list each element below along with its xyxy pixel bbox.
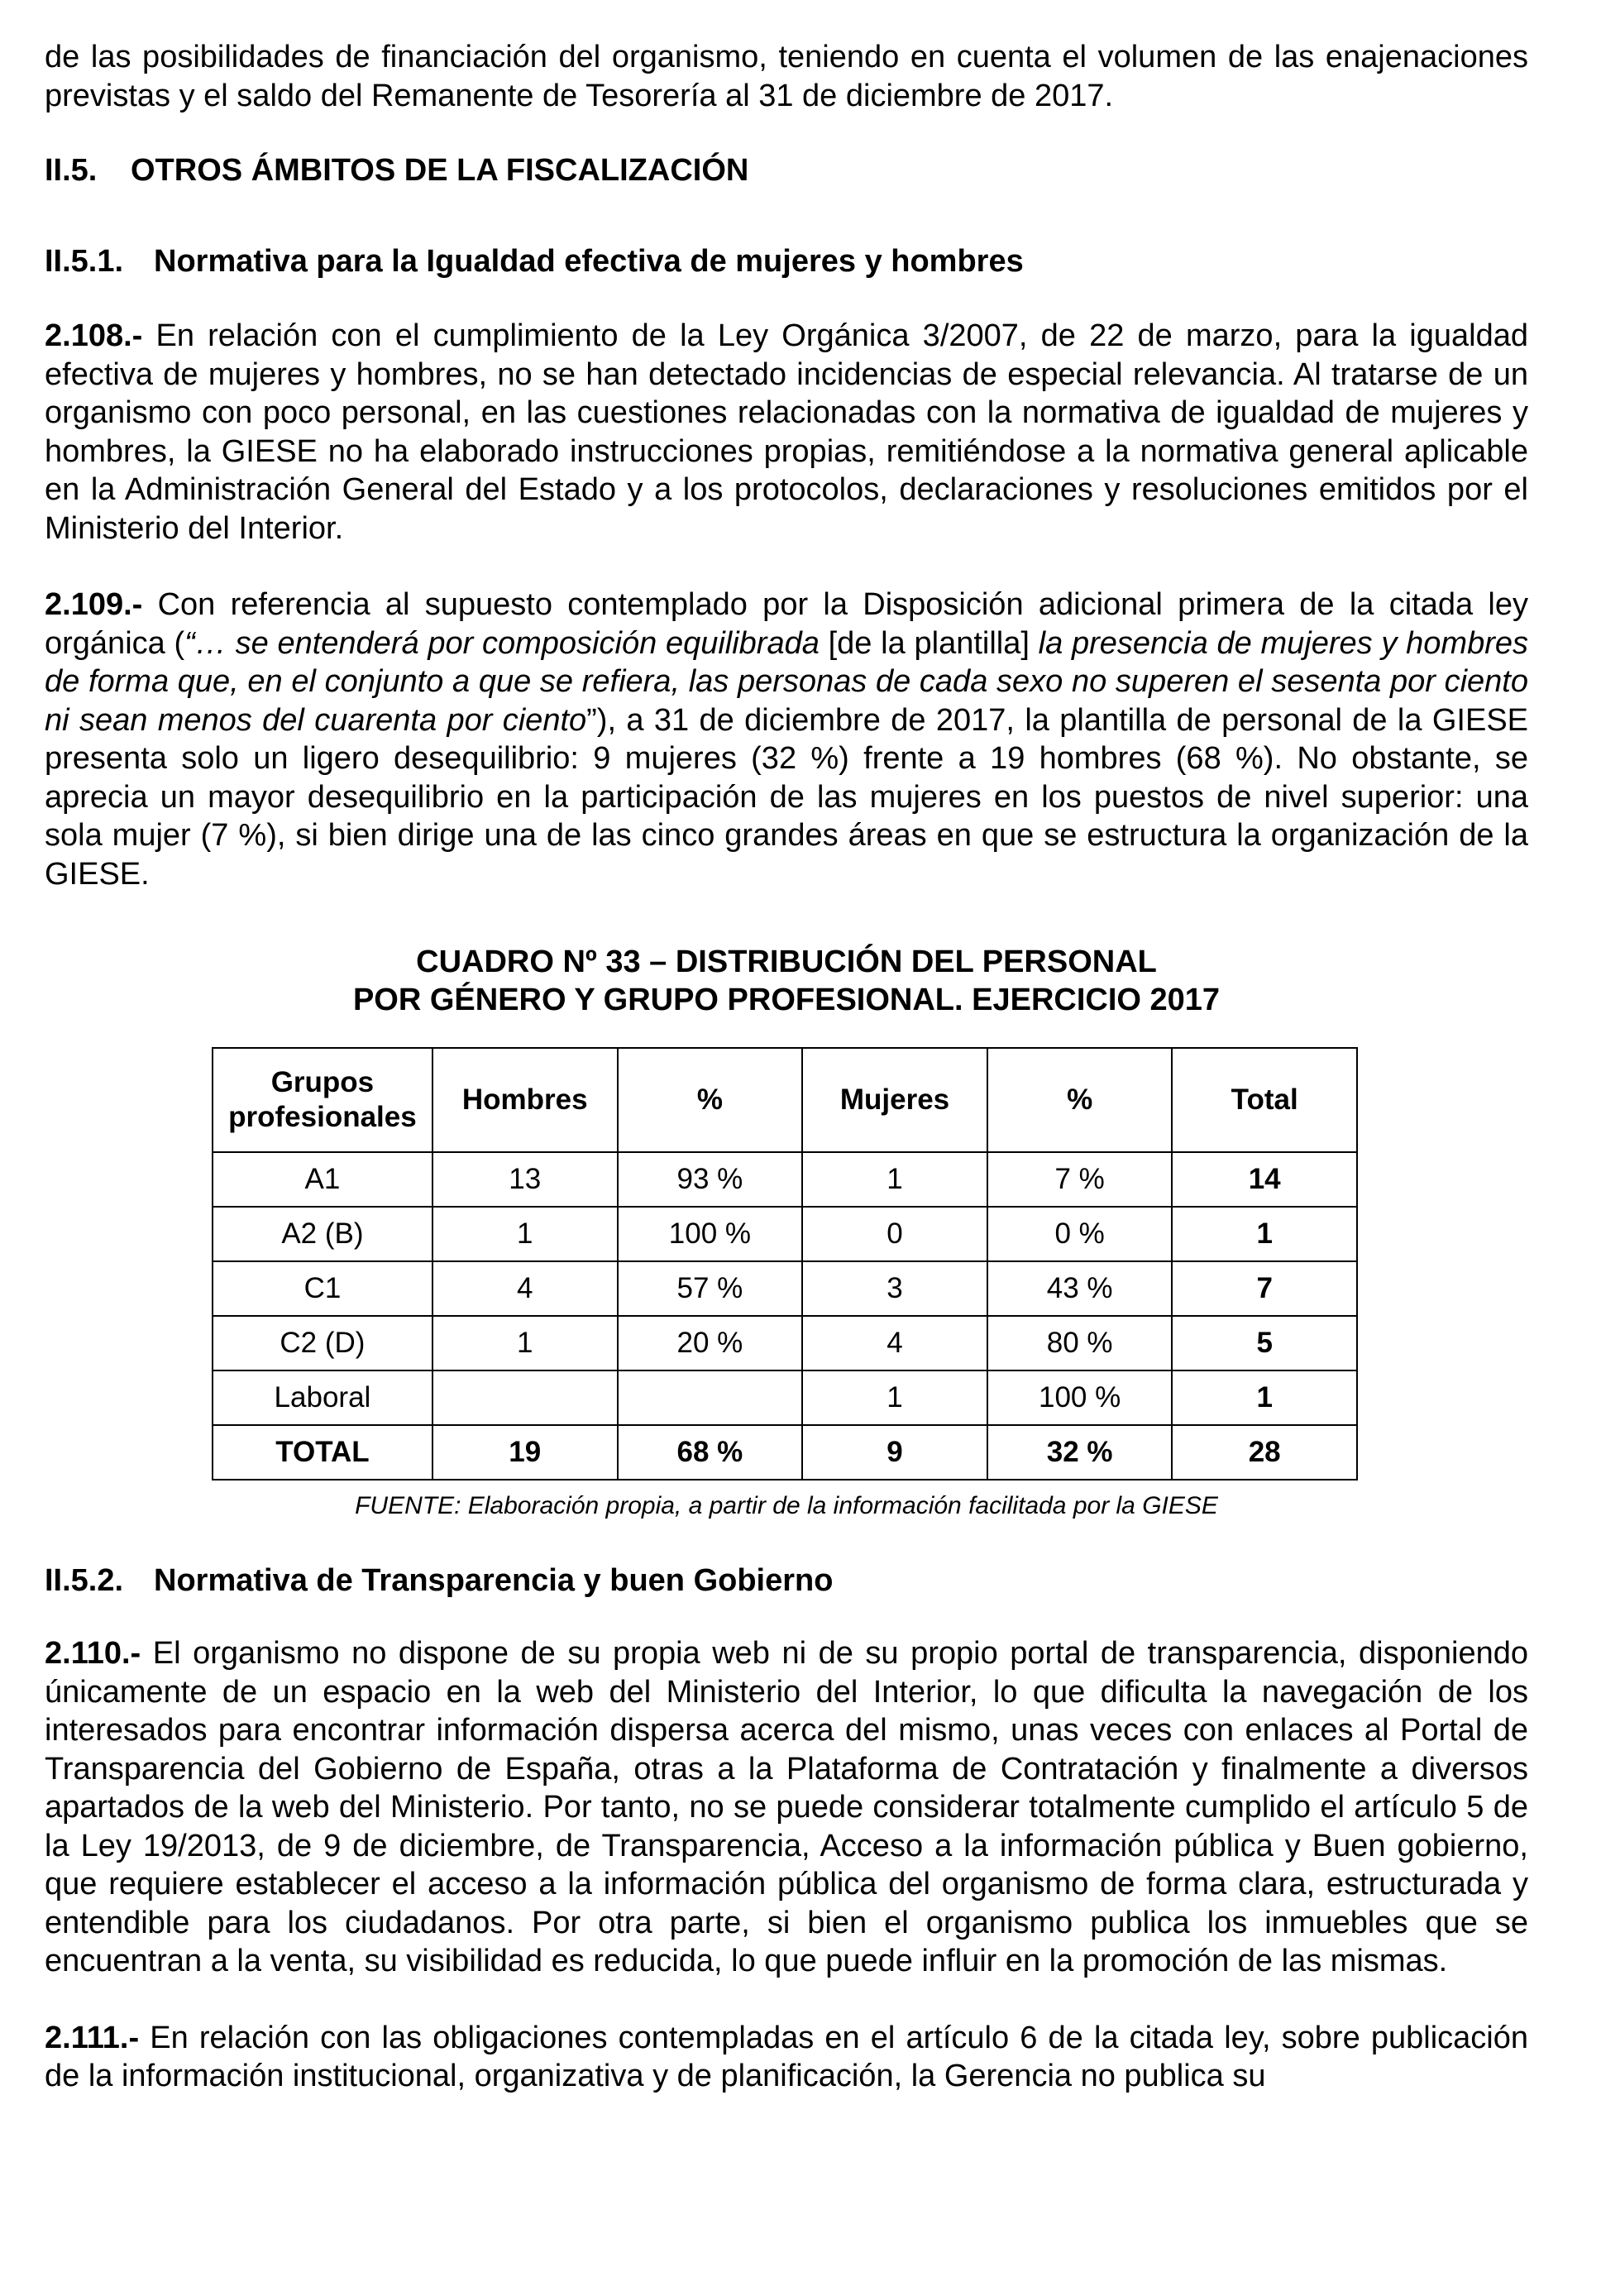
paragraph-text: ”), a 31 de diciembre de 2017, la plantilla de personal de la GIESE presenta solo un ligero desequilibrio: 9 mujeres (32 %) frente a 19 hombres (68 %). No obstante, se aprecia un mayor desequilibrio en la participación de las mujeres en los puestos de nivel superior: una sola mujer (7 %), si bien dirige una de las cinco grandes áreas en que se estructura la organización de la GIESE. (45, 702, 1529, 892)
table-cell (618, 1370, 803, 1425)
table-row (213, 1370, 1357, 1425)
column-header: Mujeres (802, 1048, 987, 1152)
paragraph-2109 (45, 586, 1528, 893)
table-cell: 1 (433, 1316, 618, 1370)
table-row (213, 1316, 1357, 1370)
table-cell: Laboral (213, 1370, 433, 1425)
table-cell: 32 % (987, 1425, 1173, 1480)
legal-quote: “… se entenderá por composición equilibrada (184, 625, 820, 661)
column-header: Total (1172, 1048, 1357, 1152)
table-row (213, 1152, 1357, 1207)
table-cell-total: 5 (1172, 1316, 1357, 1370)
table-cell-total: 14 (1172, 1152, 1357, 1207)
table-source-note: FUENTE: Elaboración propia, a partir de la información facilitada por la GIESE (355, 1492, 1218, 1519)
table-total-row (213, 1425, 1357, 1480)
table-cell-total: 7 (1172, 1261, 1357, 1316)
table-cell: 100 % (618, 1207, 803, 1261)
table-cell: 1 (802, 1370, 987, 1425)
table-cell: 20 % (618, 1316, 803, 1370)
column-header: Grupos profesionales (213, 1048, 433, 1152)
paragraph-text: El organismo no dispone de su propia web ni de su propio portal de transparencia, disponiendo únicamente de un espacio en la web del Ministerio del Interior, lo que dificulta la navegación de los interesados para encontrar información dispersa acerca del mismo, unas veces con enlaces al Portal de Transparencia del Gobierno de España, otras a la Plataforma de Contratación y finalmente a diversos apartados de la web del Ministerio. Por tanto, no se puede considerar totalmente cumplido el artículo 5 de la Ley 19/2013, de 9 de diciembre, de Transparencia, Acceso a la información pública y Buen gobierno, que requiere establecer el acceso a la información pública del organismo de forma clara, estructurada y entendible para los ciudadanos. Por otra parte, si bien el organismo publica los inmuebles que se encuentran a la venta, su visibilidad es reducida, lo que puede influir en la promoción de las mismas. (45, 1636, 1528, 1978)
table-cell-total: 1 (1172, 1370, 1357, 1425)
paragraph-2110 (45, 1634, 1528, 1981)
table-cell: 80 % (987, 1316, 1173, 1370)
subsection-number: II.5.2. (45, 1563, 124, 1598)
table-cell: 4 (802, 1316, 987, 1370)
paragraph-number: 2.111.- (45, 2020, 140, 2055)
table-cell: 57 % (618, 1261, 803, 1316)
table-cell: 28 (1172, 1425, 1357, 1480)
paragraph-number: 2.108.- (45, 318, 143, 353)
table-cell: TOTAL (213, 1425, 433, 1480)
table-cell: 93 % (618, 1152, 803, 1207)
table-cell: A2 (B) (213, 1207, 433, 1261)
subsection-heading-equality (45, 242, 1528, 280)
paragraph-text: En relación con las obligaciones contempladas en el artículo 6 de la citada ley, sobre publicación de la información institucional, organizativa y de planificación, la Gerencia no publica su (45, 2020, 1528, 2093)
table-header-row (213, 1048, 1357, 1152)
column-header: % (987, 1048, 1173, 1152)
intro-paragraph: de las posibilidades de financiación del organismo, teniendo en cuenta el volumen de las enajenaciones previstas y el saldo del Remanente de Tesorería al 31 de diciembre de 2017. (45, 40, 1528, 113)
table-cell: C1 (213, 1261, 433, 1316)
table-cell: 43 % (987, 1261, 1173, 1316)
table-cell: 19 (433, 1425, 618, 1480)
table-cell: 13 (433, 1152, 618, 1207)
section-heading (45, 151, 1528, 189)
subsection-title: Normativa para la Igualdad efectiva de mujeres y hombres (154, 244, 1024, 279)
paragraph-text: [de la plantilla] (819, 625, 1039, 661)
subsection-heading-transparency (45, 1562, 1528, 1600)
table-title-line2: POR GÉNERO Y GRUPO PROFESIONAL. EJERCICIO 2017 (352, 983, 1221, 1017)
table-row (213, 1261, 1357, 1316)
table-cell: 4 (433, 1261, 618, 1316)
section-number: II.5. (45, 153, 98, 188)
table-cell: C2 (D) (213, 1316, 433, 1370)
table-cell (433, 1370, 618, 1425)
table-cell: 7 % (987, 1152, 1173, 1207)
table-cell: 100 % (987, 1370, 1173, 1425)
paragraph-2111 (45, 2019, 1528, 2096)
paragraph-number: 2.109.- (45, 587, 143, 622)
column-header: Hombres (433, 1048, 618, 1152)
paragraph-number: 2.110.- (45, 1636, 141, 1671)
table-cell: 1 (433, 1207, 618, 1261)
section-title: OTROS ÁMBITOS DE LA FISCALIZACIÓN (131, 153, 749, 188)
column-header: % (618, 1048, 803, 1152)
paragraph-text: Con referencia al supuesto contemplado por la Disposición adicional primera de la citada ley orgánica ( (45, 587, 1528, 661)
paragraph-2108 (45, 317, 1528, 548)
table-cell: 0 % (987, 1207, 1173, 1261)
paragraph-text: En relación con el cumplimiento de la Ley Orgánica 3/2007, de 22 de marzo, para la igualdad efectiva de mujeres y hombres, no se han detectado incidencias de especial relevancia. Al tratarse de un organismo con poco personal, en las cuestiones relacionadas con la normativa de igualdad de mujeres y hombres, la GIESE no ha elaborado instrucciones propias, remitiéndose a la normativa general aplicable en la Administración General del Estado y a los protocolos, declaraciones y resoluciones emitidos por el Ministerio del Interior. (45, 318, 1528, 546)
table-cell: 0 (802, 1207, 987, 1261)
staff-distribution-table (212, 1047, 1358, 1480)
table-cell: 3 (802, 1261, 987, 1316)
table-cell: 9 (802, 1425, 987, 1480)
table-cell: 68 % (618, 1425, 803, 1480)
table-row (213, 1207, 1357, 1261)
table-cell: A1 (213, 1152, 433, 1207)
table-title-line1: CUADRO Nº 33 – DISTRIBUCIÓN DEL PERSONAL (416, 945, 1157, 979)
legal-quote: la presencia de mujeres y hombres de forma que, en el conjunto a que se refiera, las personas de cada sexo no superen el sesenta por ciento ni sean menos del cuarenta por ciento (45, 625, 1528, 738)
subsection-number: II.5.1. (45, 244, 124, 279)
subsection-title: Normativa de Transparencia y buen Gobierno (154, 1563, 834, 1598)
table-cell-total: 1 (1172, 1207, 1357, 1261)
table-cell: 1 (802, 1152, 987, 1207)
